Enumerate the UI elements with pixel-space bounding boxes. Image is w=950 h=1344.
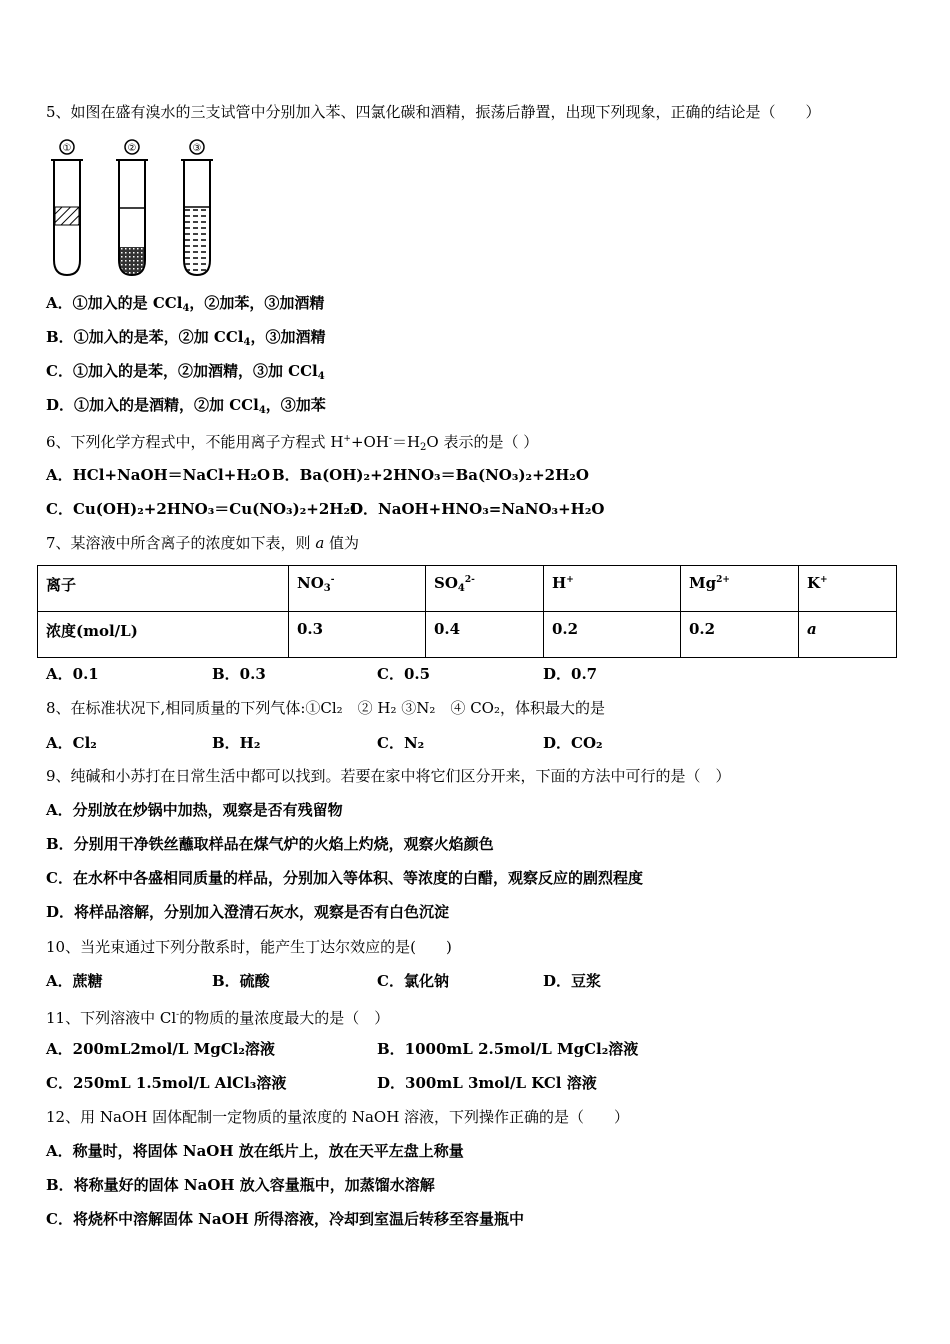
table-cell: $Mg^{2+}$ xyxy=(681,566,799,612)
q11-option-c: C．250mL 1.5mol/L AlCl₃溶液 xyxy=(46,1074,287,1092)
q9-option-c: C．在水杯中各盛相同质量的样品，分别加入等体积、等浓度的白醋，观察反应的剧烈程度 xyxy=(46,869,643,887)
q9-stem: 9、纯碱和小苏打在日常生活中都可以找到。若要在家中将它们区分开来，下面的方法中可行的是（ ） xyxy=(46,767,731,785)
q7-option-c: C．0.5 xyxy=(377,665,431,683)
ion-concentration-table xyxy=(37,565,897,658)
table-header-row xyxy=(38,566,897,612)
q11-stem: 11、下列溶液中 Cl-的物质的量浓度最大的是（ ） xyxy=(46,1009,390,1027)
q8-stem: 8、在标准状况下,相同质量的下列气体:①Cl₂ ② H₂ ③N₂ ④ CO₂，体积最大的是 xyxy=(46,699,605,717)
q9-option-b: B．分别用干净铁丝蘸取样品在煤气炉的火焰上灼烧，观察火焰颜色 xyxy=(46,835,494,853)
q6-option-c: C．Cu(OH)₂+2HNO₃＝Cu(NO₃)₂+2H₂O xyxy=(46,500,364,518)
q12-stem: 12、用 NaOH 固体配制一定物质的量浓度的 NaOH 溶液，下列操作正确的是（ ） xyxy=(46,1108,630,1126)
q11-option-d: D．300mL 3mol/L KCl 溶液 xyxy=(377,1074,597,1092)
q12-option-b: B．将称量好的固体 NaOH 放入容量瓶中，加蒸馏水溶解 xyxy=(46,1176,435,1194)
table-cell: 0.2 xyxy=(544,612,681,658)
table-cell: 浓度(mol/L) xyxy=(38,612,289,658)
test-tube-2 xyxy=(116,140,148,275)
table-cell: $SO_4^{2-}$ xyxy=(426,566,544,612)
table-cell: H+ xyxy=(544,566,681,612)
tube-label-1: ① xyxy=(62,143,72,154)
q10-option-c: C．氯化钠 xyxy=(377,972,449,990)
q9-option-a: A．分别放在炒锅中加热，观察是否有残留物 xyxy=(46,801,343,819)
q10-option-a: A．蔗糖 xyxy=(46,972,103,990)
test-tube-1 xyxy=(51,140,83,275)
q7-stem: 7、某溶液中所含离子的浓度如下表，则 a 值为 xyxy=(46,534,360,552)
table-row xyxy=(38,612,897,658)
table-cell: 离子 xyxy=(38,566,289,612)
q11-option-b: B．1000mL 2.5mol/L MgCl₂溶液 xyxy=(377,1040,639,1058)
q8-option-c: C．N₂ xyxy=(377,734,425,752)
q7-option-a: A．0.1 xyxy=(46,665,99,683)
test-tube-3 xyxy=(181,140,213,275)
q12-option-c: C．将烧杯中溶解固体 NaOH 所得溶液，冷却到室温后转移至容量瓶中 xyxy=(46,1210,525,1228)
q6-option-b: B．Ba(OH)₂+2HNO₃＝Ba(NO₃)₂+2H₂O xyxy=(272,466,589,484)
tube-label-2: ② xyxy=(127,143,137,154)
q5-option-d: D．①加入的是酒精，②加 CCl$_4$，③加苯 xyxy=(46,396,326,416)
table-cell: a xyxy=(799,612,897,658)
q5-option-a: A．①加入的是 CCl$_4$，②加苯，③加酒精 xyxy=(46,294,325,314)
q8-option-b: B．H₂ xyxy=(212,734,261,752)
q10-option-d: D．豆浆 xyxy=(543,972,602,990)
q6-option-d: D．NaOH+HNO₃=NaNO₃+H₂O xyxy=(350,500,605,518)
q9-option-d: D．将样品溶解，分别加入澄清石灰水，观察是否有白色沉淀 xyxy=(46,903,450,921)
table-cell: 0.4 xyxy=(426,612,544,658)
q12-option-a: A．称量时，将固体 NaOH 放在纸片上，放在天平左盘上称量 xyxy=(46,1142,464,1160)
q8-option-a: A．Cl₂ xyxy=(46,734,97,752)
q7-option-d: D．0.7 xyxy=(543,665,598,683)
table-cell: 0.2 xyxy=(681,612,799,658)
table-cell: 0.3 xyxy=(289,612,426,658)
q5-option-c: C．①加入的是苯，②加酒精，③加 CCl$_4$ xyxy=(46,362,325,382)
q6-option-a: A．HCl+NaOH＝NaCl+H₂O xyxy=(46,466,271,484)
tube-label-3: ③ xyxy=(192,143,202,154)
test-tubes-figure xyxy=(40,135,240,280)
q10-option-b: B．硫酸 xyxy=(212,972,270,990)
q7-option-b: B．0.3 xyxy=(212,665,266,683)
q8-option-d: D．CO₂ xyxy=(543,734,603,752)
table-cell: K+ xyxy=(799,566,897,612)
q5-option-b: B．①加入的是苯，②加 CCl$_4$，③加酒精 xyxy=(46,328,326,348)
table-cell: $NO_3^-$ xyxy=(289,566,426,612)
q11-option-a: A．200mL2mol/L MgCl₂溶液 xyxy=(46,1040,275,1058)
q10-stem: 10、当光束通过下列分散系时，能产生丁达尔效应的是( ) xyxy=(46,938,452,956)
q6-stem: 6、下列化学方程式中，不能用离子方程式 $H^++OH^-=H_2O$ 表示的是（ ） xyxy=(46,433,539,453)
q5-stem: 5、如图在盛有溴水的三支试管中分别加入苯、四氯化碳和酒精，振荡后静置，出现下列现象，正确的结论是（ ） xyxy=(46,103,821,121)
